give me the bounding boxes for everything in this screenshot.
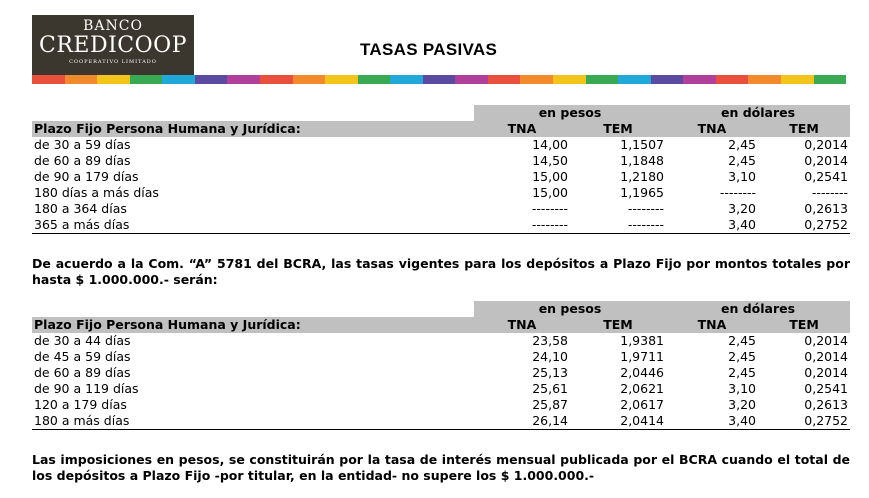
tem-dolares-cell: 0,2752 [758,217,850,234]
group-pesos: en pesos [474,105,666,121]
col-tem-dolares: TEM [758,121,850,137]
tna-pesos-cell: 25,13 [532,365,568,380]
tem-pesos-cell: 1,1848 [620,153,664,168]
bank-logo [32,15,194,75]
tem-pesos-cell: 2,0621 [620,381,664,396]
table-row [32,397,850,413]
stripe-segment [651,75,684,84]
term-cell: 180 a 364 días [34,201,127,216]
table-row [32,185,850,201]
tna-dolares-cell: 3,20 [728,201,756,216]
tna-dolares-cell: 3,10 [728,169,756,184]
tna-dolares-cell: 2,45 [728,137,756,152]
table-column-header [32,121,850,137]
table-row [32,153,850,169]
term-cell: de 60 a 89 días [34,153,131,168]
term-cell: 365 a más días [32,217,474,234]
group-dolares: en dólares [666,105,850,121]
table-row [32,349,850,365]
tem-dolares-cell: 0,2014 [804,153,849,168]
stripe-segment [260,75,293,84]
col-tna-dolares: TNA [666,121,758,137]
tem-dolares-cell: 0,2014 [804,349,849,364]
tna-pesos-cell: -------- [531,201,568,216]
col-tna-dolares: TNA [666,317,758,333]
note-bcra: De acuerdo a la Com. “A” 5781 del BCRA, las tasas vigentes para los depósitos a Plazo Fijo por montos totales por hasta $ 1.000.000.- serán: [32,256,850,287]
stripe-segment [162,75,195,84]
tem-dolares-cell: -------- [811,185,849,200]
stripe-segment [781,75,814,84]
tna-dolares-cell: 3,40 [666,413,758,430]
table-row [32,169,850,185]
tem-dolares-cell: 0,2014 [804,333,849,348]
table-row [32,333,850,349]
stripe-segment [520,75,553,84]
col-tem-dolares: TEM [758,317,850,333]
tna-pesos-cell: 24,10 [532,349,568,364]
tna-pesos-cell: 26,14 [474,413,570,430]
tem-pesos-cell: 1,1965 [620,185,664,200]
term-cell: 180 a más días [32,413,474,430]
tna-dolares-cell: 3,40 [666,217,758,234]
stripe-segment [390,75,423,84]
tem-pesos-cell: -------- [627,201,664,216]
stripe-segment [325,75,358,84]
stripe-segment [488,75,521,84]
rates-table-2 [32,301,850,430]
col-tna-pesos: TNA [474,121,570,137]
col-tem-pesos: TEM [570,317,666,333]
rates-table-1 [32,105,850,234]
tna-dolares-cell: 2,45 [728,365,756,380]
tna-dolares-cell: 3,10 [728,381,756,396]
table-label: Plazo Fijo Persona Humana y Jurídica: [32,121,474,137]
note-imposiciones: Las imposiciones en pesos, se constituirán por la tasa de interés mensual publicada por el BCRA cuando el total de los depósitos a Plazo Fijo -por titular, en la entidad- no supere los $ 1.000.000.- [32,452,850,483]
tna-pesos-cell: 15,00 [532,185,568,200]
tem-pesos-cell: 2,0414 [570,413,666,430]
tem-pesos-cell: 1,9381 [620,333,664,348]
table-group-header [32,301,850,317]
tna-pesos-cell: 15,00 [532,169,568,184]
stripe-segment [814,75,847,84]
tem-pesos-cell: 1,1507 [620,137,664,152]
tna-pesos-cell: 23,58 [532,333,568,348]
page-title: TASAS PASIVAS [360,40,498,59]
stripe-segment [455,75,488,84]
logo-line-banco: BANCO [83,18,143,34]
tem-dolares-cell: 0,2014 [804,365,849,380]
table-row [32,381,850,397]
tem-dolares-cell: 0,2541 [804,381,849,396]
stripe-segment [716,75,749,84]
tem-pesos-cell: 2,0617 [620,397,664,412]
stripe-segment [97,75,130,84]
stripe-segment [130,75,163,84]
tna-dolares-cell: 3,20 [728,397,756,412]
stripe-segment [618,75,651,84]
term-cell: de 45 a 59 días [34,349,131,364]
tem-dolares-cell: 0,2752 [758,413,850,430]
stripe-segment [683,75,716,84]
color-stripe [32,75,846,84]
stripe-segment [423,75,456,84]
table-row [32,137,850,153]
tna-pesos-cell: 14,00 [532,137,568,152]
stripe-segment [195,75,228,84]
tem-pesos-cell: -------- [570,217,666,234]
tna-pesos-cell: 14,50 [532,153,568,168]
tna-dolares-cell: -------- [719,185,756,200]
term-cell: 180 días a más días [34,185,159,200]
term-cell: 120 a 179 días [34,397,127,412]
tna-dolares-cell: 2,45 [728,349,756,364]
stripe-segment [293,75,326,84]
tem-dolares-cell: 0,2014 [804,137,849,152]
table-column-header [32,317,850,333]
tem-pesos-cell: 2,0446 [620,365,664,380]
stripe-segment [586,75,619,84]
logo-line-cooperativo: COOPERATIVO LIMITADO [69,59,157,65]
tna-pesos-cell: 25,61 [532,381,568,396]
stripe-segment [748,75,781,84]
tem-dolares-cell: 0,2613 [804,397,849,412]
tna-dolares-cell: 2,45 [728,153,756,168]
table-group-header [32,105,850,121]
table-row [32,201,850,217]
tem-pesos-cell: 1,2180 [620,169,664,184]
col-tna-pesos: TNA [474,317,570,333]
tem-pesos-cell: 1,9711 [620,349,664,364]
table-label: Plazo Fijo Persona Humana y Jurídica: [32,317,474,333]
term-cell: de 60 a 89 días [34,365,131,380]
table-row [32,365,850,381]
stripe-segment [227,75,260,84]
table-row [32,413,850,430]
tna-pesos-cell: 25,87 [532,397,568,412]
tem-dolares-cell: 0,2613 [804,201,849,216]
tna-pesos-cell: -------- [474,217,570,234]
table-row [32,217,850,234]
stripe-segment [553,75,586,84]
group-pesos: en pesos [474,301,666,317]
stripe-segment [358,75,391,84]
tem-dolares-cell: 0,2541 [804,169,849,184]
col-tem-pesos: TEM [570,121,666,137]
stripe-segment [65,75,98,84]
logo-line-credicoop: CREDICOOP [39,33,187,58]
tna-dolares-cell: 2,45 [728,333,756,348]
term-cell: de 30 a 44 días [34,333,131,348]
group-dolares: en dólares [666,301,850,317]
stripe-segment [32,75,65,84]
term-cell: de 90 a 119 días [34,381,139,396]
term-cell: de 90 a 179 días [34,169,139,184]
term-cell: de 30 a 59 días [34,137,131,152]
